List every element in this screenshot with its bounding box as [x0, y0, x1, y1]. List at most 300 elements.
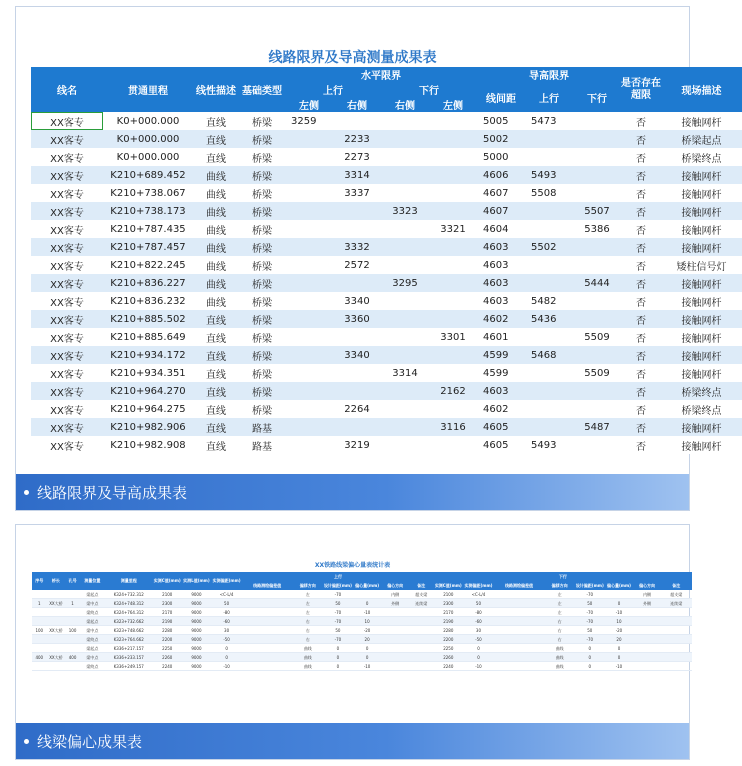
table-cell[interactable]: 直线	[193, 436, 239, 454]
table-cell[interactable]: 直线	[193, 112, 239, 130]
table-cell[interactable]: K210+885.649	[103, 328, 193, 346]
table-cell[interactable]: 否	[621, 148, 661, 166]
table-cell[interactable]: 2233	[333, 130, 381, 148]
table-cell[interactable]: 4602	[477, 310, 525, 328]
table-cell[interactable]	[525, 400, 573, 418]
table-cell[interactable]	[381, 148, 429, 166]
table-cell[interactable]: 否	[621, 292, 661, 310]
table-cell[interactable]	[429, 130, 477, 148]
table-cell[interactable]: 4603	[477, 382, 525, 400]
table-cell: 20	[353, 635, 382, 644]
table-cell[interactable]	[381, 382, 429, 400]
table-cell[interactable]	[333, 382, 381, 400]
table-cell[interactable]	[525, 220, 573, 238]
table-cell: -10	[353, 662, 382, 671]
table-cell[interactable]: 否	[621, 346, 661, 364]
table-cell[interactable]: 5002	[477, 130, 525, 148]
table-cell: 曲线	[544, 644, 575, 653]
table-cell[interactable]: 3295	[381, 274, 429, 292]
table-cell: 0	[604, 644, 633, 653]
table-cell[interactable]: 接触网杆	[661, 202, 742, 220]
table-cell[interactable]: 接触网杆	[661, 418, 742, 436]
table-cell[interactable]	[525, 382, 573, 400]
table-cell[interactable]: 桥梁终点	[661, 400, 742, 418]
table-row[interactable]	[31, 166, 742, 184]
table-cell	[661, 626, 692, 635]
table-cell[interactable]	[429, 202, 477, 220]
table-cell[interactable]: XX客专	[31, 382, 103, 400]
table-cell[interactable]: 直线	[193, 148, 239, 166]
table-cell[interactable]: 直线	[193, 130, 239, 148]
table-cell[interactable]: XX客专	[31, 166, 103, 184]
table-cell[interactable]	[429, 274, 477, 292]
table-cell[interactable]: 桥梁	[239, 310, 285, 328]
table-cell[interactable]	[285, 346, 333, 364]
t2-h-3: 测量位置	[80, 572, 105, 590]
table-cell[interactable]: K210+787.457	[103, 238, 193, 256]
table-row[interactable]	[31, 436, 742, 454]
table-cell[interactable]: 直线	[193, 346, 239, 364]
table-cell[interactable]: 桥梁终点	[661, 382, 742, 400]
table-cell[interactable]: 接触网杆	[661, 166, 742, 184]
table-cell[interactable]	[381, 436, 429, 454]
table-cell[interactable]: 4605	[477, 436, 525, 454]
table-cell[interactable]: 4599	[477, 346, 525, 364]
table-cell[interactable]: XX客专	[31, 400, 103, 418]
table-cell[interactable]: XX客专	[31, 112, 103, 130]
table-cell[interactable]: 曲线	[193, 166, 239, 184]
table-cell	[242, 662, 292, 671]
table-cell[interactable]	[285, 148, 333, 166]
table-cell[interactable]: 否	[621, 418, 661, 436]
table-cell[interactable]: 4599	[477, 364, 525, 382]
table-cell	[409, 626, 434, 635]
table-cell[interactable]: 5509	[573, 328, 621, 346]
table-cell	[382, 608, 409, 617]
table-cell[interactable]: 4603	[477, 238, 525, 256]
table-cell[interactable]: 3340	[333, 346, 381, 364]
table-cell[interactable]: 矮柱信号灯	[661, 256, 742, 274]
table-cell: 2260	[434, 653, 463, 662]
table-cell[interactable]	[573, 436, 621, 454]
table-cell[interactable]	[381, 256, 429, 274]
table-cell[interactable]	[525, 148, 573, 166]
table-cell[interactable]: K210+836.232	[103, 292, 193, 310]
table-cell[interactable]: 路基	[239, 436, 285, 454]
table-cell[interactable]: 4602	[477, 400, 525, 418]
table-cell[interactable]: 直线	[193, 364, 239, 382]
table-cell[interactable]	[525, 328, 573, 346]
table-cell[interactable]: 5509	[573, 364, 621, 382]
table-cell[interactable]: K210+982.908	[103, 436, 193, 454]
table-cell[interactable]	[285, 328, 333, 346]
table-cell[interactable]: 4603	[477, 256, 525, 274]
table-row[interactable]	[31, 130, 742, 148]
table-cell[interactable]: XX客专	[31, 256, 103, 274]
table-cell[interactable]: 5493	[525, 166, 573, 184]
table-cell[interactable]: XX客专	[31, 364, 103, 382]
table-cell[interactable]	[285, 202, 333, 220]
table-cell[interactable]: 接触网杆	[661, 292, 742, 310]
table-cell[interactable]: XX客专	[31, 238, 103, 256]
table-cell[interactable]	[429, 148, 477, 166]
table-cell[interactable]: XX客专	[31, 346, 103, 364]
table-cell[interactable]	[381, 400, 429, 418]
table-cell[interactable]: 5000	[477, 148, 525, 166]
table-cell[interactable]: 直线	[193, 400, 239, 418]
table-cell[interactable]: 5468	[525, 346, 573, 364]
table-cell[interactable]: 2572	[333, 256, 381, 274]
table-cell[interactable]: K0+000.000	[103, 130, 193, 148]
table-cell[interactable]	[525, 364, 573, 382]
table-cell[interactable]: 2264	[333, 400, 381, 418]
table-cell[interactable]	[285, 310, 333, 328]
table-cell[interactable]: 5482	[525, 292, 573, 310]
table-cell[interactable]	[429, 364, 477, 382]
table-cell[interactable]	[285, 400, 333, 418]
table-row[interactable]	[31, 184, 742, 202]
table-cell[interactable]: 2162	[429, 382, 477, 400]
table-cell[interactable]: XX客专	[31, 148, 103, 166]
table-cell[interactable]	[525, 274, 573, 292]
table-cell[interactable]: 4604	[477, 220, 525, 238]
table-cell[interactable]: XX客专	[31, 328, 103, 346]
table-row[interactable]	[31, 364, 742, 382]
table-cell[interactable]	[285, 292, 333, 310]
table-cell[interactable]	[285, 418, 333, 436]
table-cell[interactable]	[429, 256, 477, 274]
table-cell[interactable]: 接触网杆	[661, 310, 742, 328]
table-row[interactable]	[31, 292, 742, 310]
table-cell[interactable]: 桥梁	[239, 400, 285, 418]
table-cell[interactable]: 接触网杆	[661, 274, 742, 292]
table-cell[interactable]: 3332	[333, 238, 381, 256]
table-cell[interactable]	[333, 328, 381, 346]
table-cell[interactable]: 3116	[429, 418, 477, 436]
table-cell[interactable]: 桥梁	[239, 328, 285, 346]
table-cell[interactable]: 曲线	[193, 184, 239, 202]
table-cell[interactable]	[429, 238, 477, 256]
table-cell[interactable]: 接触网杆	[661, 220, 742, 238]
table-cell[interactable]	[333, 112, 381, 130]
table-cell[interactable]: K210+934.351	[103, 364, 193, 382]
table-cell[interactable]: 否	[621, 166, 661, 184]
table-cell[interactable]: 桥梁	[239, 112, 285, 130]
table-cell[interactable]	[285, 166, 333, 184]
table-cell[interactable]: 3314	[333, 166, 381, 184]
table-cell[interactable]	[429, 166, 477, 184]
table-cell[interactable]: XX客专	[31, 220, 103, 238]
table-cell[interactable]: 桥梁	[239, 346, 285, 364]
table-cell[interactable]: 否	[621, 382, 661, 400]
table-cell[interactable]: 桥梁	[239, 220, 285, 238]
table-cell[interactable]	[429, 346, 477, 364]
table-cell[interactable]	[429, 184, 477, 202]
table-row[interactable]	[31, 238, 742, 256]
table-cell[interactable]: K210+885.502	[103, 310, 193, 328]
table-cell[interactable]: 5005	[477, 112, 525, 130]
table-cell[interactable]: 直线	[193, 328, 239, 346]
table-cell[interactable]: 否	[621, 364, 661, 382]
table-cell[interactable]: XX客专	[31, 418, 103, 436]
table-cell[interactable]: 3337	[333, 184, 381, 202]
table-cell[interactable]: 曲线	[193, 238, 239, 256]
table-cell[interactable]	[573, 346, 621, 364]
table-cell[interactable]: 直线	[193, 418, 239, 436]
table-cell[interactable]	[333, 364, 381, 382]
table-cell[interactable]: 3314	[381, 364, 429, 382]
table-cell[interactable]	[573, 112, 621, 130]
table-cell: 1	[65, 599, 80, 608]
table-cell	[47, 644, 66, 653]
table-row[interactable]	[31, 346, 742, 364]
table-cell[interactable]: 接触网杆	[661, 184, 742, 202]
table-cell[interactable]	[285, 436, 333, 454]
table-cell	[32, 608, 47, 617]
table-cell[interactable]: 否	[621, 202, 661, 220]
table-cell[interactable]: 否	[621, 256, 661, 274]
table-cell[interactable]: K210+982.906	[103, 418, 193, 436]
table-cell: 20	[604, 635, 633, 644]
table-cell[interactable]	[573, 166, 621, 184]
table-cell[interactable]: K210+964.270	[103, 382, 193, 400]
table-row[interactable]	[31, 202, 742, 220]
table-cell[interactable]: 5502	[525, 238, 573, 256]
table-cell[interactable]	[381, 310, 429, 328]
table-cell[interactable]: K210+836.227	[103, 274, 193, 292]
table-cell[interactable]: 3219	[333, 436, 381, 454]
table-row	[32, 653, 692, 662]
table-cell[interactable]: 否	[621, 184, 661, 202]
table-cell: 10	[353, 617, 382, 626]
table-cell[interactable]: XX客专	[31, 130, 103, 148]
table-cell[interactable]: 否	[621, 400, 661, 418]
table-row[interactable]	[31, 418, 742, 436]
table-cell: 1	[32, 599, 47, 608]
table-cell[interactable]: 否	[621, 328, 661, 346]
table-cell[interactable]: 4605	[477, 418, 525, 436]
table-cell[interactable]	[429, 436, 477, 454]
table-cell: -20	[604, 626, 633, 635]
table-row[interactable]	[31, 220, 742, 238]
table-cell[interactable]	[381, 166, 429, 184]
table-cell[interactable]: 否	[621, 310, 661, 328]
header-guide: 导高限界	[477, 67, 621, 82]
table-cell[interactable]	[573, 382, 621, 400]
table-cell[interactable]: 否	[621, 238, 661, 256]
table-row[interactable]	[31, 112, 742, 130]
table-cell[interactable]	[381, 130, 429, 148]
table-cell[interactable]: K210+689.452	[103, 166, 193, 184]
table-cell[interactable]: 5386	[573, 220, 621, 238]
table-cell[interactable]: 接触网杆	[661, 346, 742, 364]
table-cell: 0	[463, 653, 494, 662]
table-cell[interactable]: 4607	[477, 202, 525, 220]
table-cell[interactable]	[381, 418, 429, 436]
table-cell[interactable]: 4607	[477, 184, 525, 202]
table-cell[interactable]	[525, 130, 573, 148]
table-cell[interactable]	[429, 310, 477, 328]
table-cell[interactable]	[573, 184, 621, 202]
table-cell[interactable]: 5473	[525, 112, 573, 130]
table-cell[interactable]	[429, 292, 477, 310]
table-cell[interactable]	[573, 238, 621, 256]
header-mileage: 贯通里程	[103, 67, 193, 112]
table-cell[interactable]: 桥梁	[239, 148, 285, 166]
table-cell[interactable]: 桥梁起点	[661, 130, 742, 148]
table-cell[interactable]: 曲线	[193, 256, 239, 274]
table-cell[interactable]	[333, 274, 381, 292]
table-cell[interactable]: 桥梁	[239, 292, 285, 310]
table-cell[interactable]	[381, 292, 429, 310]
table-cell[interactable]: 桥梁	[239, 238, 285, 256]
table-cell[interactable]: 直线	[193, 382, 239, 400]
table-cell[interactable]	[381, 346, 429, 364]
table-cell	[65, 662, 80, 671]
table-cell[interactable]	[285, 130, 333, 148]
table-cell[interactable]	[285, 364, 333, 382]
table-row[interactable]	[31, 148, 742, 166]
table-cell[interactable]: K210+738.067	[103, 184, 193, 202]
table-cell[interactable]	[285, 238, 333, 256]
table-cell[interactable]: 否	[621, 130, 661, 148]
table-cell[interactable]: XX客专	[31, 274, 103, 292]
table-cell[interactable]: 4601	[477, 328, 525, 346]
table-cell[interactable]: 否	[621, 220, 661, 238]
table-cell[interactable]: 曲线	[193, 292, 239, 310]
table-cell[interactable]	[333, 202, 381, 220]
table-cell[interactable]: 4603	[477, 292, 525, 310]
table-cell[interactable]: XX客专	[31, 310, 103, 328]
table-cell[interactable]: 3323	[381, 202, 429, 220]
table-cell[interactable]: 3259	[285, 112, 333, 130]
table-cell: 2280	[153, 626, 182, 635]
table-cell[interactable]	[285, 274, 333, 292]
table-cell[interactable]: 3301	[429, 328, 477, 346]
table-cell[interactable]	[381, 112, 429, 130]
table-cell[interactable]: 否	[621, 112, 661, 130]
table-cell[interactable]: 5436	[525, 310, 573, 328]
header-horizontal: 水平限界	[285, 67, 477, 82]
table-cell	[661, 635, 692, 644]
table-cell[interactable]: XX客专	[31, 436, 103, 454]
table-cell[interactable]: XX客专	[31, 184, 103, 202]
table-cell[interactable]: 5493	[525, 436, 573, 454]
table-cell[interactable]: 桥梁	[239, 166, 285, 184]
table-cell[interactable]: 5507	[573, 202, 621, 220]
table-cell[interactable]	[381, 328, 429, 346]
table-cell[interactable]: XX客专	[31, 202, 103, 220]
table-cell[interactable]	[573, 148, 621, 166]
table-cell: -70	[575, 590, 604, 599]
table-row[interactable]	[31, 256, 742, 274]
table-cell[interactable]: 桥梁	[239, 382, 285, 400]
table-cell[interactable]: XX客专	[31, 292, 103, 310]
table-cell[interactable]: K210+787.435	[103, 220, 193, 238]
table-cell[interactable]: 3340	[333, 292, 381, 310]
table-cell[interactable]: 曲线	[193, 220, 239, 238]
table-cell[interactable]: 桥梁	[239, 202, 285, 220]
table-cell[interactable]: 3360	[333, 310, 381, 328]
table-cell[interactable]: K210+934.172	[103, 346, 193, 364]
t2-h-18: 设计偏距(mm)	[575, 581, 604, 590]
t2-h-9: 偏移方向	[292, 581, 323, 590]
table-cell[interactable]: 5444	[573, 274, 621, 292]
table-cell[interactable]	[333, 418, 381, 436]
table-cell[interactable]: 接触网杆	[661, 328, 742, 346]
table-cell[interactable]: K0+000.000	[103, 148, 193, 166]
table-cell[interactable]: 路基	[239, 418, 285, 436]
table-cell[interactable]	[381, 238, 429, 256]
table-cell[interactable]	[525, 418, 573, 436]
table-cell[interactable]: 曲线	[193, 274, 239, 292]
table-cell[interactable]	[333, 220, 381, 238]
table-row[interactable]	[31, 310, 742, 328]
table-cell[interactable]: 桥梁	[239, 364, 285, 382]
table-cell	[409, 617, 434, 626]
table-cell[interactable]: 桥梁	[239, 184, 285, 202]
table-cell[interactable]	[381, 220, 429, 238]
table-cell[interactable]: 接触网杆	[661, 238, 742, 256]
table-row[interactable]	[31, 328, 742, 346]
table-cell[interactable]: 5508	[525, 184, 573, 202]
table-cell[interactable]: 接触网杆	[661, 364, 742, 382]
table-cell[interactable]: 桥梁	[239, 130, 285, 148]
table-cell[interactable]: 4606	[477, 166, 525, 184]
table-cell[interactable]: K0+000.000	[103, 112, 193, 130]
table-cell[interactable]	[285, 184, 333, 202]
table-cell[interactable]: 接触网杆	[661, 436, 742, 454]
table-row[interactable]	[31, 400, 742, 418]
table-cell[interactable]: 否	[621, 436, 661, 454]
table-cell[interactable]	[285, 220, 333, 238]
table-cell	[661, 653, 692, 662]
table-cell[interactable]	[573, 256, 621, 274]
table-cell[interactable]: 5487	[573, 418, 621, 436]
table-cell[interactable]	[573, 292, 621, 310]
table-cell	[634, 662, 661, 671]
table-cell[interactable]: 直线	[193, 310, 239, 328]
table-cell[interactable]: K210+822.245	[103, 256, 193, 274]
table-cell[interactable]: 否	[621, 274, 661, 292]
table-cell[interactable]	[285, 382, 333, 400]
table-cell[interactable]: 3321	[429, 220, 477, 238]
table-cell[interactable]	[525, 256, 573, 274]
table-cell[interactable]	[573, 400, 621, 418]
table-cell[interactable]: 桥梁	[239, 274, 285, 292]
table-row[interactable]	[31, 382, 742, 400]
table-cell[interactable]: 桥梁终点	[661, 148, 742, 166]
table-cell[interactable]	[573, 130, 621, 148]
table-cell[interactable]	[429, 400, 477, 418]
table-cell[interactable]: 2273	[333, 148, 381, 166]
table-cell[interactable]	[573, 310, 621, 328]
table-cell[interactable]: 桥梁	[239, 256, 285, 274]
table-cell[interactable]: K210+964.275	[103, 400, 193, 418]
table-cell[interactable]: K210+738.173	[103, 202, 193, 220]
table-cell[interactable]	[429, 112, 477, 130]
table-cell[interactable]	[381, 184, 429, 202]
table-cell[interactable]	[525, 202, 573, 220]
table-cell[interactable]: 4603	[477, 274, 525, 292]
table-row[interactable]	[31, 274, 742, 292]
table-cell: 2170	[434, 608, 463, 617]
table-cell[interactable]	[285, 256, 333, 274]
table-cell: 2190	[153, 617, 182, 626]
table-cell	[494, 662, 544, 671]
table-cell[interactable]: 曲线	[193, 202, 239, 220]
table-cell[interactable]: 接触网杆	[661, 112, 742, 130]
